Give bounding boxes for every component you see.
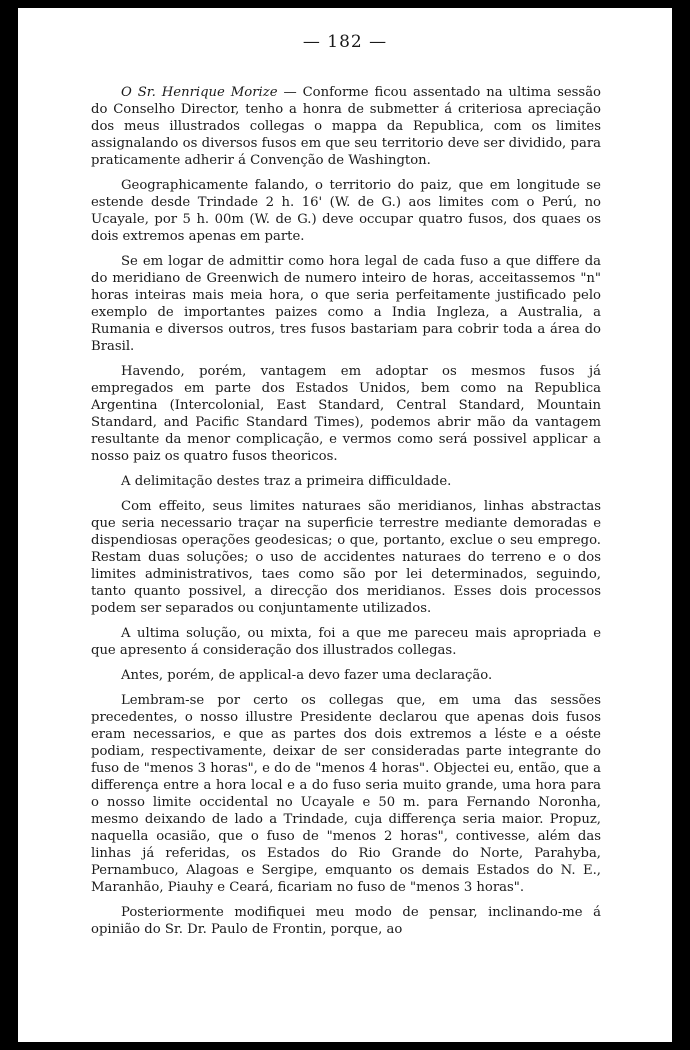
document-page [18,8,672,1042]
paragraph-9: Lembram-se por certo os collegas que, em uma das sessões precedentes, o nosso illustre Presidente declarou que apenas dois fusos eram necessarios, e que as partes dos dois extremos a léste e a oéste podiam, respectivamente, deixar de ser consideradas parte integrante do fuso de "menos 3 horas", e do de "menos 4 horas". Objectei eu, então, que a differença entre a hora local e a do fuso seria muito grande, uma hora para o nosso limite occidental no Ucayale e 50 m. para Fernando Noronha, mesmo deixando de lado a Trindade, cuja differença seria maior. Propuz, naquella ocasião, que o fuso de "menos 2 horas", contivesse, além das linhas já referidas, os Estados do Rio Grande do Norte, Parahyba, Pernambuco, Alagoas e Sergipe, emquanto os demais Estados do N. E., Maranhão, Piauhy e Ceará, ficariam no fuso de "menos 3 horas". [91,693,601,895]
paragraph-1 [91,84,601,169]
paragraph-7: A ultima solução, ou mixta, foi a que me pareceu mais apropriada e que apresento á consideração dos illustrados collegas. [91,626,601,658]
page-number: — 182 — [302,32,388,52]
document-body [91,84,601,946]
paragraph-2: Geographicamente falando, o territorio do paiz, que em longitude se estende desde Trindade 2 h. 16' (W. de G.) aos limites com o Perú, no Ucayale, por 5 h. 00m (W. de G.) deve occupar quatro fusos, dos quaes os dois extremos apenas em parte. [91,178,601,244]
paragraph-4: Havendo, porém, vantagem em adoptar os mesmos fusos já empregados em parte dos Estados Unidos, bem como na Republica Argentina (Intercolonial, East Standard, Central Standard, Mountain Standard, and Pacific Standard Times), podemos abrir mão da vantagem resultante da menor complicação, e vermos como será possivel applicar a nosso paiz os quatro fusos theoricos. [91,364,601,464]
paragraph-8: Antes, porém, de applical-a devo fazer uma declaração. [121,668,493,683]
paragraph-3: Se em logar de admittir como hora legal de cada fuso a que differe da do meridiano de Greenwich de numero inteiro de horas, acceitassemos "n" horas inteiras mais meia hora, o que seria perfeitamente justificado pelo exemplo de importantes paizes como a India Ingleza, a Australia, a Rumania e diversos outros, tres fusos bastariam para cobrir toda a área do Brasil. [91,254,601,354]
paragraph-10: Posteriormente modifiquei meu modo de pensar, inclinando-me á opinião do Sr. Dr. Paulo de Frontin, porque, ao [91,905,601,937]
speaker-name: O Sr. Henrique Morize [121,85,278,100]
paragraph-5: A delimitação destes traz a primeira difficuldade. [121,474,452,489]
paragraph-1-text: — Conforme ficou assentado na ultima sessão do Conselho Director, tenho a honra de submetter á criteriosa apreciação dos meus illustrados collegas o mappa da Republica, com os limites assignalando os diversos fusos em que seu territorio deve ser dividido, para praticamente adherir á Convenção de Washington. [91,85,601,168]
paragraph-6: Com effeito, seus limites naturaes são meridianos, linhas abstractas que seria necessario traçar na superficie terrestre mediante demoradas e dispendiosas operações geodesicas; o que, portanto, exclue o seu emprego. Restam duas soluções; o uso de accidentes naturaes do terreno e o dos limites administrativos, taes como são por lei determinados, seguindo, tanto quanto possivel, a direcção dos meridianos. Esses dois processos podem ser separados ou conjuntamente utilizados. [91,499,601,616]
